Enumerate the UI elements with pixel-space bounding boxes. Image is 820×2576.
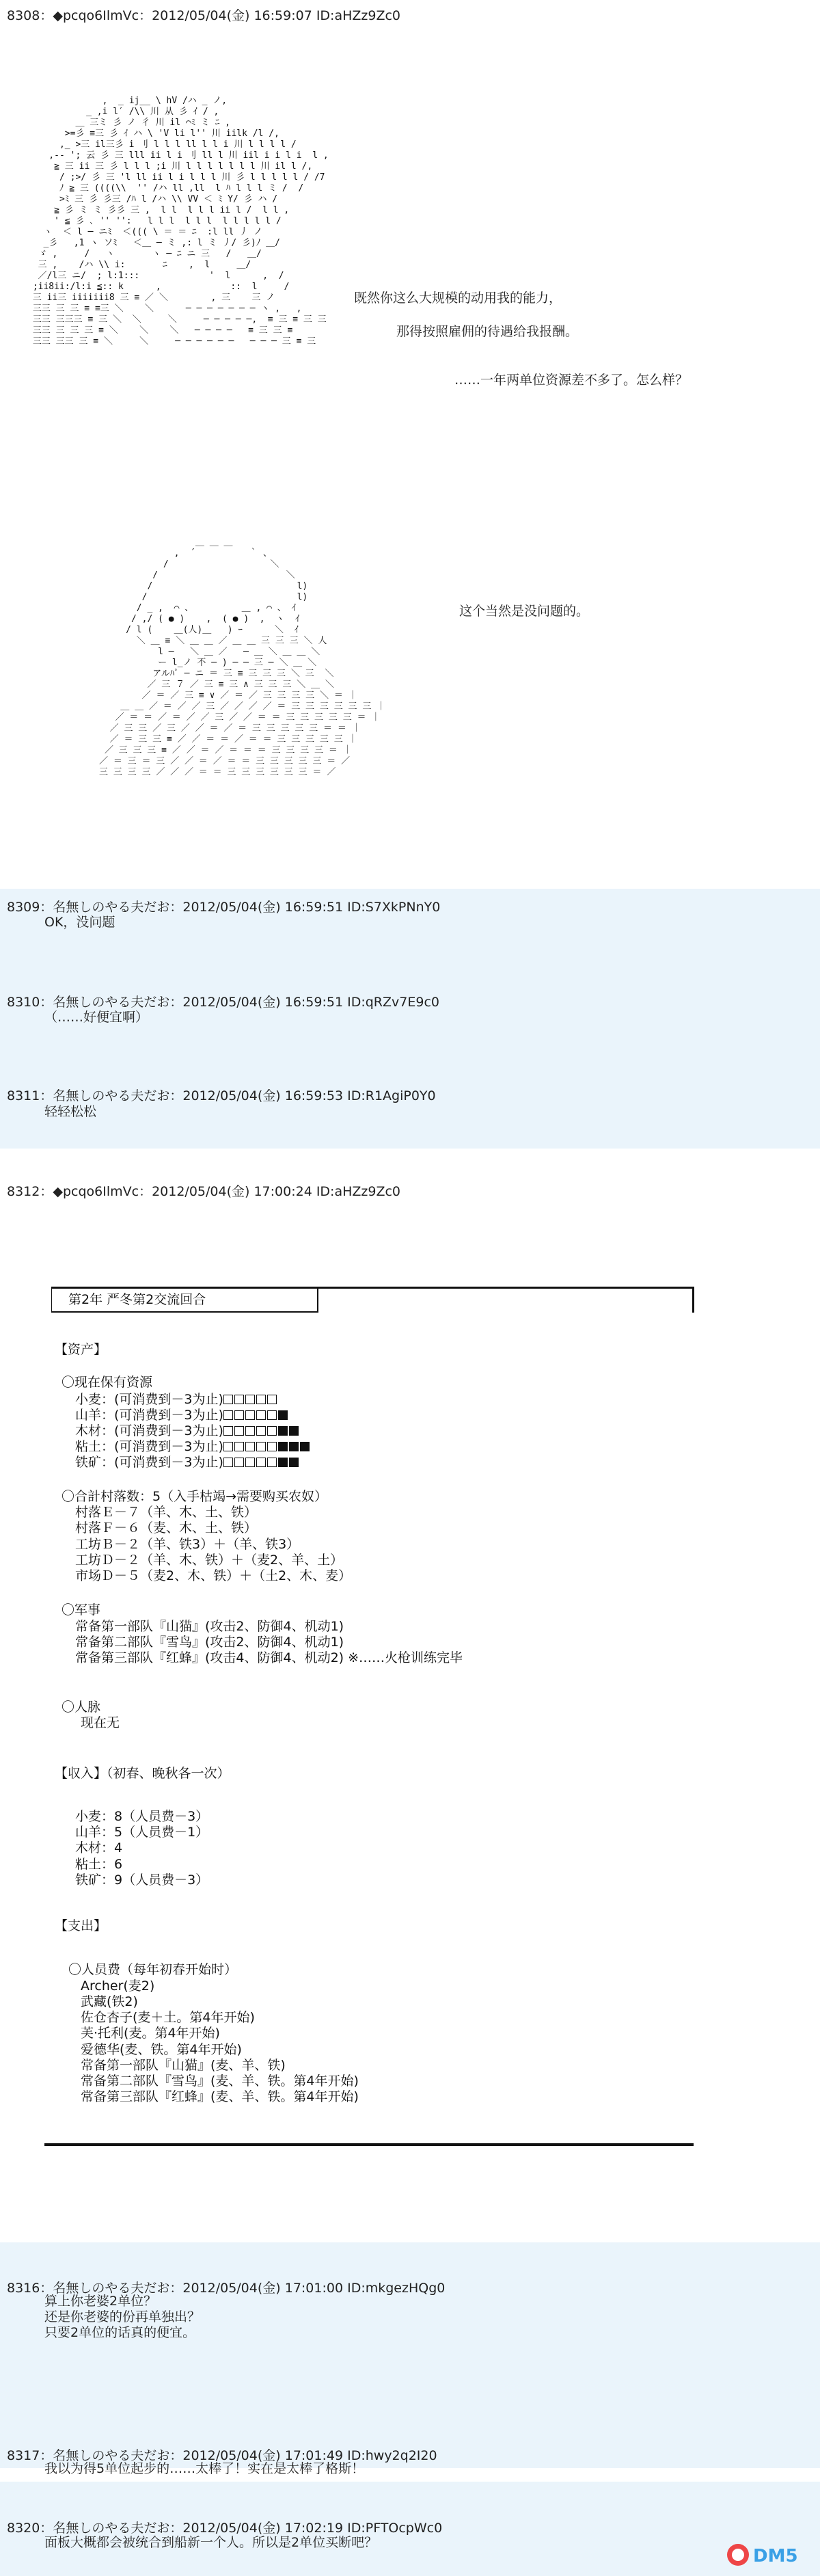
- post-header: 8320：名無しのやる夫だお：2012/05/04(金) 17:02:19 ID:PFTOcpWc0: [7, 2521, 443, 2536]
- army-item: 常备第二部队『雪鸟』(攻击2、防御4、机动1): [75, 1635, 344, 1650]
- sheet-title: 第2年 严冬第2交流回合: [68, 1292, 206, 1307]
- army-header: 〇军事: [62, 1602, 101, 1618]
- income-header: 【収入】（初春、晚秋各一次）: [55, 1766, 230, 1781]
- resource-box-empty: [234, 1458, 244, 1467]
- watermark-logo: [724, 2539, 813, 2571]
- resource-box-empty: [267, 1442, 277, 1451]
- expense-header: 【支出】: [55, 1918, 107, 1933]
- resource-label: 小麦：(可消费到－3为止): [75, 1392, 223, 1407]
- resource-label: 粘土：(可消费到－3为止): [75, 1439, 223, 1454]
- post-text: 面板大概都会被统合到船新一个人。所以是2单位买断吧？: [44, 2535, 378, 2550]
- resource-row: [75, 1423, 300, 1439]
- resource-box-empty: [234, 1442, 244, 1451]
- income-item: 铁矿：9（人员费－3）: [75, 1873, 209, 1888]
- sheet-top-right-tick: [692, 1287, 694, 1313]
- resource-row: [75, 1439, 311, 1455]
- resource-label: 铁矿：(可消费到－3为止): [75, 1455, 223, 1470]
- post-text: （……好便宜啊）: [44, 1010, 149, 1025]
- resource-row: [75, 1408, 289, 1423]
- post-header: 8310：名無しのやる夫だお：2012/05/04(金) 16:59:51 ID:qRZv7E9c0: [7, 995, 439, 1010]
- villages-header: 〇合計村落数：5（入手枯竭→需要购买农奴）: [62, 1489, 328, 1504]
- resource-box-empty: [245, 1442, 255, 1451]
- expense-item: 常备第二部队『雪鸟』(麦、羊、铁。第4年开始): [81, 2074, 359, 2089]
- resource-box-empty: [245, 1426, 255, 1436]
- expense-item: 爱德华(麦、铁。第4年开始): [81, 2042, 242, 2057]
- resource-box-empty: [245, 1458, 255, 1467]
- resource-boxes: [223, 1408, 289, 1423]
- resource-boxes: [223, 1392, 278, 1407]
- post-8316: [0, 2242, 820, 2365]
- village-item: 工坊Ｂ－２（羊、铁3）＋（羊、铁3）: [75, 1537, 300, 1552]
- army-item: 常备第三部队『红蜂』(攻击4、防御4、机动2) ※……火枪训练完毕: [75, 1650, 463, 1665]
- expense-item: 佐仓杏子(麦＋土。第4年开始): [81, 2010, 255, 2025]
- resource-boxes: [223, 1439, 311, 1454]
- resource-box-filled: [289, 1458, 299, 1467]
- resource-boxes: [223, 1455, 300, 1470]
- resource-label: 木材：(可消费到－3为止): [75, 1423, 223, 1438]
- dialog-line: 既然你这么大规模的动用我的能力，: [354, 291, 562, 306]
- post-header: 8309：名無しのやる夫だお：2012/05/04(金) 16:59:51 ID:S7XkPNnY0: [7, 900, 441, 915]
- resource-box-empty: [267, 1395, 277, 1404]
- army-item: 常备第一部队『山猫』(攻击2、防御4、机动1): [75, 1619, 344, 1634]
- resource-box-empty: [223, 1410, 233, 1420]
- expense-item: 芙·托利(麦。第4年开始): [81, 2026, 220, 2041]
- village-item: 工坊Ｄ－２（羊、木、铁）＋（麦2、羊、土）: [75, 1553, 344, 1568]
- post-8311: [0, 1062, 820, 1149]
- resource-box-empty: [245, 1395, 255, 1404]
- expense-item: Archer(麦2): [81, 1978, 155, 1994]
- resource-box-empty: [234, 1426, 244, 1436]
- resource-box-empty: [223, 1442, 233, 1451]
- post-header: 8308：◆pcqo6IlmVc：2012/05/04(金) 16:59:07 ID:aHZz9Zc0: [7, 8, 401, 23]
- resource-label: 山羊：(可消费到－3为止): [75, 1408, 223, 1423]
- income-item: 山羊：5（人员费－1）: [75, 1825, 209, 1840]
- resource-box-filled: [278, 1426, 288, 1436]
- post-8310: [0, 976, 820, 1062]
- assets-header: 【资产】: [55, 1342, 107, 1357]
- village-item: 村落Ｆ－６（麦、木、土、铁）: [75, 1520, 258, 1535]
- resource-box-filled: [289, 1426, 299, 1436]
- post-text: 算上你老婆2单位？: [44, 2294, 157, 2309]
- post-header: 8311：名無しのやる夫だお：2012/05/04(金) 16:59:53 ID:R1AgiP0Y0: [7, 1088, 436, 1103]
- resource-box-empty: [267, 1458, 277, 1467]
- resource-box-empty: [267, 1410, 277, 1420]
- ascii-art-figure: , _ ij__ \ hV /ハ _ ノ, _ ,i l′ /\\ 川 从 彡 ｲ / , ＿ 三ミ 彡 ノ 彳 川 il ⌒ﾐ ミ ﾆ , >=彡 ≡三 彡 ｲ ハ \ 'V li l'' 川 iilk /l /, ,_ >三 il三彡 i 刂 l l l ll l l i 川 l l l l / ,-- '; 云 彡 三 lll ii l i 刂 ll l 川 iil i i l i l , ≧ 三 ii 三 彡 l l l ;i 川 l l l l l l l 川 il l /, / ;>/ 彡 三 'l ll ii l i l l l 川 彡 l l l l l / /7 ﾉ ≧ 三 ((((\\ '' /ハ ll ,ll l ﾊ l l l ミ / / >ﾐ 三 彡 彡三 /ﾊ l /ハ \\ VV ＜ ﾐ Y/ 彡 ハ / ≧ 彡 ミ ミ 彡彡 三 , l l l l l ii l / l l , ' ≦ 彡 ､ '' '': l l l l l l l l l l l / ヽ ＜ l ─ ニﾐ ＜((( \ ＝ ＝ ﾆ :l ll 丿 ノ _彡 ,1 ヽ ソﾐ ＜＿ ─ ミ ,: l ミ 丿/ 彡)ﾉ ＿/ ゞ , / ヽ ヽ ─ ﾆ ニ 三 / ＿/ 三 , /ハ \\ i: ﾆ , l ＿/ ／/l三 ニ/ ; l:1::: ' l , / ;ii8ii:/l:i ≦:: k , :: l / 三 ii三 iiiiiii8 三 ≡ ／ ＼ , 三 三 ノ 三三 三 三 ≡ ≡三 ＼ ＼ ─ ─ ─ ─ ─ ─ ─ ヽ , , 三三 三三三 ≡ 三 ＼ ＼ ＼ ─ ─ ─ ─ ─, ≡ 三 ≡ 三 三 三三 三 三 三 ≡ ＼ ＼ ＼ ─ ─ ─ ─ ≡ 三 三 ≡ 三三 三三 三 ≡ ＼ ＼ ─ ─ ─ ─ ─ ─ ─ ─ ─ 三 ≡ 三: [32, 96, 329, 347]
- resource-box-empty: [256, 1410, 266, 1420]
- resource-row: [75, 1392, 278, 1408]
- watermark-text: DM5: [753, 2546, 798, 2566]
- resource-box-empty: [234, 1395, 244, 1404]
- ascii-art-figure: ＿ ＿ ＿ , ´ ｀ 、 / ＼ / ＼ / l) / l) / _ , ⌒ 、 ＿ , ⌒ 、 ｲ / ,/ ( ● ) , ( ● ) , ヽ ｲ / l ( ＿(人)＿ ) ｰ ＼ ｲ ＼ ＿ ≡ ＼ ＿ ＿ ／ ＿ ＿ 三 三 三 ＼ 人 l ─ ＼ ＿ ／ ─ ＿ ＼ ＿ ＿ ＼ ー l_ノ 不 ─ ) ─ ─ 三 ─ ＼ ＿ ＼ アルﾊﾟ ─ ニ ＝ 三 ≡ 三 三 三 ＼ 三 ＼ ／ 三 ７ ／ 三 ≡ 三 ∧ 三 三 三 ＼ ＿ ＼ ／ ＝ ／ 三 ≡ ∨ ／ ＝ ／ 三 三 三 三 ＼ ＝ ｜ ＿ ＿ ／ ＝ ／ ／ 三 ／ ／ ／ ／ ＝ 三 三 三 三 三 三 ｜ ／ ＝ ＝ ／ ＝ ／ ／ 三 ／ ／ ＝ ＝ 三 三 三 三 三 ＝ ｜ ／ 三 三 ／ 三 ／ ／ ＝ ／ ＝ 三 三 三 三 三 ＝ ＝ ｜ ／ ＝ 三 三 ≡ ／ ／ ＝ ＝ ／ ＝ ＝ 三 三 三 三 三 ｜ ／ 三 三 三 ≡ ／ ／ ＝ ／ ＝ ＝ ＝ 三 三 三 三 ＝ ｜ ／ ＝ 三 ＝ 三 ／ ／ ＝ ／ ＝ ＝ 三 三 三 三 三 ＝ ／ 三 三 三 三 ／ ／ ／ ＝ ＝ 三 三 三 三 三 三 ＝ ／: [99, 537, 386, 777]
- resource-boxes: [223, 1423, 300, 1438]
- post-text: 还是你老婆的份再单独出？: [44, 2309, 201, 2324]
- dialog-line: ……一年两单位资源差不多了。怎么样？: [454, 373, 689, 388]
- resource-box-empty: [223, 1426, 233, 1436]
- resource-box-filled: [278, 1442, 288, 1451]
- post-text: 轻轻松松: [44, 1104, 97, 1119]
- dialog-line: 这个当然是没问题的。: [459, 604, 590, 619]
- income-item: 木材：4: [75, 1840, 123, 1855]
- post-header: 8317：名無しのやる夫だお：2012/05/04(金) 17:01:49 ID:hwy2q2I20: [7, 2448, 437, 2463]
- expense-item: 武藏(铁2): [81, 1994, 138, 2009]
- sheet-bottom-rule: [44, 2143, 694, 2146]
- post-8308: [0, 0, 820, 889]
- people-header: 〇人脉: [62, 1700, 101, 1715]
- income-item: 小麦：8（人员费－3）: [75, 1809, 209, 1824]
- village-item: 市场Ｄ－５（麦2、木、铁）＋（土2、木、麦）: [75, 1568, 352, 1583]
- expense-item: 常备第三部队『红蜂』(麦、羊、铁。第4年开始): [81, 2089, 359, 2104]
- resource-box-filled: [300, 1442, 310, 1451]
- expense-item: 常备第一部队『山猫』(麦、羊、铁): [81, 2058, 286, 2073]
- resource-box-empty: [234, 1410, 244, 1420]
- resource-row: [75, 1455, 300, 1471]
- expense-subheader: 〇人员费（每年初春开始时）: [68, 1962, 238, 1977]
- dialog-line: 那得按照雇佣的待遇给我报酬。: [396, 324, 579, 339]
- people-item: 现在无: [81, 1715, 120, 1730]
- income-item: 粘土：6: [75, 1857, 123, 1872]
- post-header: 8312：◆pcqo6IlmVc：2012/05/04(金) 17:00:24 ID:aHZz9Zc0: [7, 1184, 401, 1199]
- resource-box-empty: [256, 1442, 266, 1451]
- resource-box-empty: [256, 1458, 266, 1467]
- resource-box-empty: [223, 1458, 233, 1467]
- resource-box-empty: [245, 1410, 255, 1420]
- post-8320: [0, 2482, 820, 2576]
- resource-box-empty: [223, 1395, 233, 1404]
- post-text: 我以为得5单位起步的……太棒了！实在是太棒了格斯！: [44, 2461, 365, 2476]
- post-8317: [0, 2365, 820, 2468]
- resource-box-empty: [256, 1426, 266, 1436]
- resource-box-empty: [256, 1395, 266, 1404]
- post-8309: [0, 889, 820, 976]
- resource-box-filled: [278, 1458, 288, 1467]
- post-text: OK，没问题: [44, 915, 115, 930]
- post-header: 8316：名無しのやる夫だお：2012/05/04(金) 17:01:00 ID:mkgezHQg0: [7, 2281, 446, 2296]
- resource-box-filled: [278, 1410, 288, 1420]
- resource-box-empty: [267, 1426, 277, 1436]
- post-text: 只要2单位的话真的便宜。: [44, 2325, 196, 2340]
- resource-box-filled: [289, 1442, 299, 1451]
- resources-header: 〇现在保有资源: [62, 1375, 153, 1390]
- village-item: 村落Ｅ－７（羊、木、土、铁）: [75, 1505, 258, 1520]
